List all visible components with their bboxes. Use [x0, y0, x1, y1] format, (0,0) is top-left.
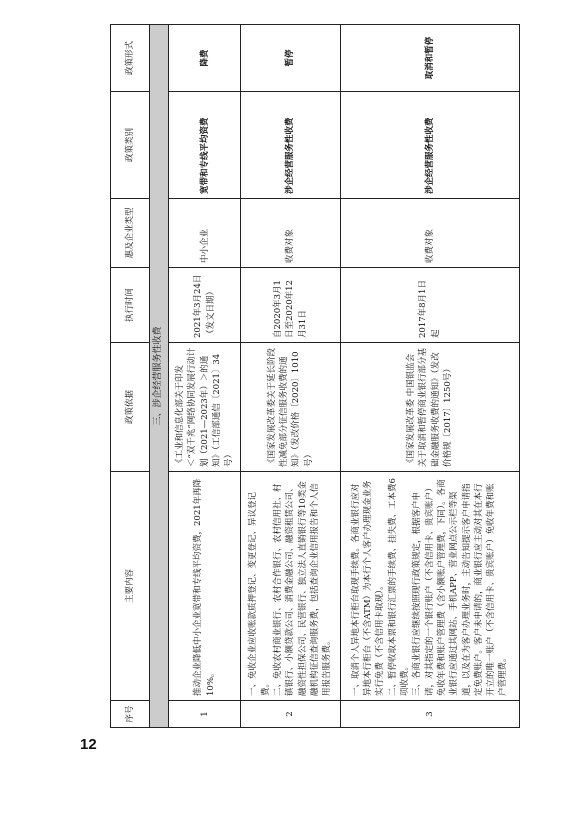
row-target: 中小企业	[169, 199, 241, 268]
row-form: 取消和暂停	[340, 25, 520, 92]
page-number: 12	[80, 736, 97, 753]
row-content	[241, 472, 340, 701]
policy-table	[110, 24, 520, 728]
rotated-policy-table-container	[110, 36, 520, 728]
row-type: 涉企经营服务性收费	[241, 92, 340, 199]
content-line: 二、免收农村商业银行、农村合作银行、农村信用社、村镇银行、小额贷款公司、消费金融公司、融资租赁公司、融资性担保公司、民营银行、独立法人直销银行等10类金融机构征信查询服务费，包括查询企业信用报告和个人信用报告服务费。	[272, 481, 333, 696]
row-num: 1	[169, 701, 241, 728]
row-content	[169, 472, 241, 701]
row-basis: 《国家发展改革委关于延长阶段性减免部分征信服务收费的通知》（发改价格〔2020〕1010号）	[241, 343, 340, 472]
row-num: 2	[241, 701, 340, 728]
row-basis: 《工业和信息化部关于印发＜“双千兆”网络协同发展行动计划（2021—2023年）＞的通知》（工信部通信〔2021〕34号）	[169, 343, 241, 472]
header-form: 政策形式	[111, 25, 150, 92]
table-row	[340, 25, 520, 728]
content-line: 三、各商业银行应继续按照现行政策规定，根据客户申请，对其指定的一个银行账户（不含信用卡、贵宾账户）免收年费和账户管理费（含小额账户管理费，下同）。各商业银行应通过其网站、手机APP、营业网点公示栏等渠道，以及在为客户办理业务时，主动告知提示客户申请指定免费账户。客户未申请的，商业银行应主动对其在本行开立的唯一账户（不含信用卡、贵宾账户）免收年费和账户管理费。	[412, 479, 509, 696]
row-time: 2017年8月1日起	[340, 268, 520, 343]
content-line: 一、免收企业应收账款质押登记、变更登记、异议登记费。	[248, 491, 271, 696]
table-header-row	[111, 25, 150, 728]
row-num: 3	[340, 701, 520, 728]
table-row	[169, 25, 241, 728]
row-type: 涉企经营服务性收费	[340, 92, 520, 199]
row-content	[340, 472, 520, 701]
row-target: 收费对象	[241, 199, 340, 268]
header-target: 惠及企业类型	[111, 199, 150, 268]
content-line: 一、取消个人异地本行柜台取现手续费。各商业银行应对异地本行柜台（不含ATM）为本行个人客户办理现金业务实行免费（不含信用卡取现）。	[350, 480, 386, 696]
row-target: 收费对象	[340, 199, 520, 268]
section-row	[150, 25, 169, 728]
row-form: 降费	[169, 25, 241, 92]
row-time: 2021年3月24日（发文日期）	[169, 268, 241, 343]
content-line: 推动企业降低中小企业宽带和专线平均资费，2021年再降10%。	[193, 478, 216, 696]
table-row	[241, 25, 340, 728]
header-num: 序号	[111, 701, 150, 728]
header-time: 执行时间	[111, 268, 150, 343]
row-time: 自2020年3月1日至2020年12月31日	[241, 268, 340, 343]
header-type: 政策类别	[111, 92, 150, 199]
content-line: 二、暂停收取本票和银行汇票的手续费、挂失费、工本费6项收费。	[387, 478, 410, 696]
row-type: 宽带和专线平均资费	[169, 92, 241, 199]
header-basis: 政策依据	[111, 343, 150, 472]
header-content: 主要内容	[111, 472, 150, 701]
row-basis: 《国家发展改革委 中国银监会关于取消和暂停商业银行部分基础金融服务收费的通知》（发改价格规〔2017〕1250号）	[340, 343, 520, 472]
section-title: 三、涉企经营服务性收费	[150, 25, 169, 728]
row-form: 暂停	[241, 25, 340, 92]
